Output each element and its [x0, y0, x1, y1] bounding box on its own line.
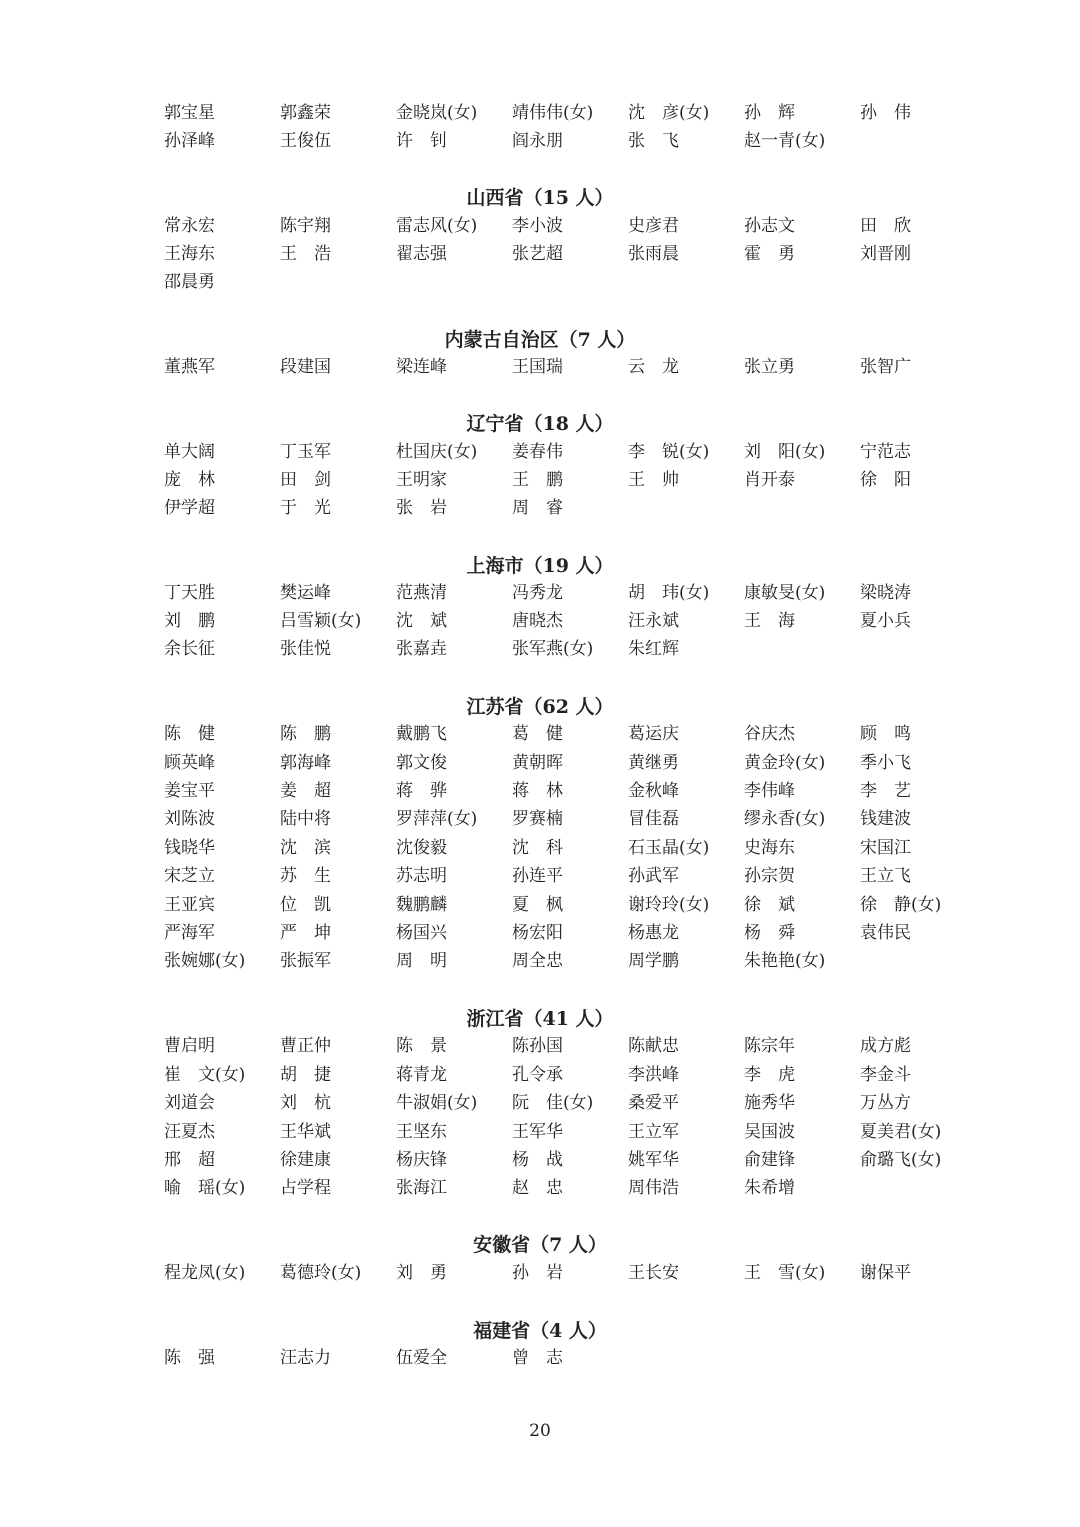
- person-name: 位 凯: [280, 895, 331, 915]
- person-name: 宋芝立: [164, 866, 215, 886]
- person-name: 罗赛楠: [512, 809, 563, 829]
- person-name: 翟志强: [396, 244, 447, 264]
- person-name: 周 明: [396, 951, 447, 971]
- person-name: 雷志风(女): [396, 216, 478, 236]
- person-name: 戴鹏飞: [396, 724, 447, 744]
- person-name: 张佳悦: [280, 639, 331, 659]
- person-name: 陆中将: [280, 809, 331, 829]
- person-name: 刘 勇: [396, 1263, 447, 1283]
- section-heading: 辽宁省（18 人）: [466, 413, 614, 435]
- person-name: 郭宝星: [164, 103, 215, 123]
- person-name: 徐 静(女): [860, 895, 942, 915]
- person-name: 葛 健: [512, 724, 563, 744]
- person-name: 张军燕(女): [512, 639, 594, 659]
- person-name: 顾英峰: [164, 753, 215, 773]
- person-name: 沈 彦(女): [628, 103, 710, 123]
- person-name: 杜国庆(女): [396, 442, 478, 462]
- person-name: 谷庆杰: [744, 724, 795, 744]
- person-name: 孙志文: [744, 216, 795, 236]
- person-name: 沈 科: [512, 838, 563, 858]
- person-name: 孙宗贺: [744, 866, 795, 886]
- person-name: 阎永朋: [512, 131, 563, 151]
- person-name: 王海东: [164, 244, 215, 264]
- person-name: 王华斌: [280, 1122, 331, 1142]
- page-number: 20: [529, 1421, 551, 1441]
- person-name: 王 海: [744, 611, 795, 631]
- person-name: 刘 鹏: [164, 611, 215, 631]
- person-name: 俞建锋: [744, 1150, 795, 1170]
- person-name: 汪志力: [280, 1348, 331, 1368]
- person-name: 王 雪(女): [744, 1263, 826, 1283]
- person-name: 夏 枫: [512, 895, 563, 915]
- person-name: 杨 舜: [744, 923, 795, 943]
- person-name: 宁范志: [860, 442, 911, 462]
- person-name: 钱建波: [860, 809, 911, 829]
- person-name: 苏志明: [396, 866, 447, 886]
- person-name: 孙 辉: [744, 103, 795, 123]
- person-name: 杨宏阳: [512, 923, 563, 943]
- person-name: 王 鹏: [512, 470, 563, 490]
- person-name: 朱艳艳(女): [744, 951, 826, 971]
- person-name: 孔令承: [512, 1065, 563, 1085]
- section-heading: 浙江省（41 人）: [466, 1008, 614, 1030]
- person-name: 金秋峰: [628, 781, 679, 801]
- person-name: 曹正仲: [280, 1036, 331, 1056]
- person-name: 魏鹏麟: [396, 895, 447, 915]
- person-name: 李伟峰: [744, 781, 795, 801]
- person-name: 桑爱平: [628, 1093, 679, 1113]
- person-name: 徐 斌: [744, 895, 795, 915]
- person-name: 李 锐(女): [628, 442, 710, 462]
- person-name: 郭海峰: [280, 753, 331, 773]
- person-name: 赵一青(女): [744, 131, 826, 151]
- person-name: 王 浩: [280, 244, 331, 264]
- person-name: 张立勇: [744, 357, 795, 377]
- person-name: 陈孙国: [512, 1036, 563, 1056]
- person-name: 王亚宾: [164, 895, 215, 915]
- person-name: 史彦君: [628, 216, 679, 236]
- person-name: 夏美君(女): [860, 1122, 942, 1142]
- person-name: 吴国波: [744, 1122, 795, 1142]
- person-name: 陈宇翔: [280, 216, 331, 236]
- person-name: 程龙凤(女): [164, 1263, 246, 1283]
- person-name: 张振军: [280, 951, 331, 971]
- person-name: 王立军: [628, 1122, 679, 1142]
- person-name: 梁晓涛: [860, 583, 911, 603]
- person-name: 董燕军: [164, 357, 215, 377]
- person-name: 黄继勇: [628, 753, 679, 773]
- person-name: 喻 瑶(女): [164, 1178, 246, 1198]
- person-name: 曾 志: [512, 1348, 563, 1368]
- person-name: 胡 玮(女): [628, 583, 710, 603]
- person-name: 冒佳磊: [628, 809, 679, 829]
- person-name: 陈献忠: [628, 1036, 679, 1056]
- person-name: 常永宏: [164, 216, 215, 236]
- person-name: 王明家: [396, 470, 447, 490]
- person-name: 陈 健: [164, 724, 215, 744]
- person-name: 顾 鸣: [860, 724, 911, 744]
- person-name: 樊运峰: [280, 583, 331, 603]
- person-name: 王长安: [628, 1263, 679, 1283]
- person-name: 牛淑娟(女): [396, 1093, 478, 1113]
- person-name: 姜宝平: [164, 781, 215, 801]
- person-name: 占学程: [280, 1178, 331, 1198]
- person-name: 田 欣: [860, 216, 911, 236]
- person-name: 丁玉军: [280, 442, 331, 462]
- person-name: 葛德玲(女): [280, 1263, 362, 1283]
- person-name: 张艺超: [512, 244, 563, 264]
- person-name: 季小飞: [860, 753, 911, 773]
- person-name: 史海东: [744, 838, 795, 858]
- section-heading: 福建省（4 人）: [473, 1320, 607, 1342]
- person-name: 夏小兵: [860, 611, 911, 631]
- person-name: 李金斗: [860, 1065, 911, 1085]
- person-name: 邢 超: [164, 1150, 215, 1170]
- person-name: 吕雪颖(女): [280, 611, 362, 631]
- person-name: 钱晓华: [164, 838, 215, 858]
- person-name: 杨国兴: [396, 923, 447, 943]
- person-name: 蒋 骅: [396, 781, 447, 801]
- person-name: 刘道会: [164, 1093, 215, 1113]
- person-name: 陈宗年: [744, 1036, 795, 1056]
- person-name: 许 钊: [396, 131, 447, 151]
- person-name: 靖伟伟(女): [512, 103, 594, 123]
- person-name: 霍 勇: [744, 244, 795, 264]
- person-name: 张雨晨: [628, 244, 679, 264]
- person-name: 段建国: [280, 357, 331, 377]
- person-name: 苏 生: [280, 866, 331, 886]
- section-heading: 江苏省（62 人）: [466, 696, 614, 718]
- person-name: 王坚东: [396, 1122, 447, 1142]
- person-name: 余长征: [164, 639, 215, 659]
- person-name: 严海军: [164, 923, 215, 943]
- section-heading: 山西省（15 人）: [466, 187, 614, 209]
- person-name: 阮 佳(女): [512, 1093, 594, 1113]
- person-name: 谢保平: [860, 1263, 911, 1283]
- person-name: 姜春伟: [512, 442, 563, 462]
- person-name: 丁天胜: [164, 583, 215, 603]
- person-name: 张海江: [396, 1178, 447, 1198]
- person-name: 孙 伟: [860, 103, 911, 123]
- person-name: 胡 捷: [280, 1065, 331, 1085]
- person-name: 王 帅: [628, 470, 679, 490]
- person-name: 葛运庆: [628, 724, 679, 744]
- person-name: 沈 滨: [280, 838, 331, 858]
- person-name: 袁伟民: [860, 923, 911, 943]
- person-name: 宋国江: [860, 838, 911, 858]
- person-name: 伊学超: [164, 498, 215, 518]
- person-name: 周学鹏: [628, 951, 679, 971]
- person-name: 郭鑫荣: [280, 103, 331, 123]
- person-name: 肖开泰: [744, 470, 795, 490]
- person-name: 王国瑞: [512, 357, 563, 377]
- person-name: 施秀华: [744, 1093, 795, 1113]
- person-name: 朱希增: [744, 1178, 795, 1198]
- person-name: 姜 超: [280, 781, 331, 801]
- person-name: 汪永斌: [628, 611, 679, 631]
- person-name: 庞 林: [164, 470, 215, 490]
- person-name: 朱红辉: [628, 639, 679, 659]
- person-name: 伍爱全: [396, 1348, 447, 1368]
- person-name: 于 光: [280, 498, 331, 518]
- person-name: 沈 斌: [396, 611, 447, 631]
- person-name: 黄朝晖: [512, 753, 563, 773]
- person-name: 姚军华: [628, 1150, 679, 1170]
- person-name: 赵 忠: [512, 1178, 563, 1198]
- section-heading: 上海市（19 人）: [466, 555, 614, 577]
- person-name: 崔 文(女): [164, 1065, 246, 1085]
- person-name: 金晓岚(女): [396, 103, 478, 123]
- person-name: 范燕清: [396, 583, 447, 603]
- person-name: 张智广: [860, 357, 911, 377]
- person-name: 李小波: [512, 216, 563, 236]
- person-name: 孙 岩: [512, 1263, 563, 1283]
- person-name: 缪永香(女): [744, 809, 826, 829]
- person-name: 郭文俊: [396, 753, 447, 773]
- person-name: 俞璐飞(女): [860, 1150, 942, 1170]
- person-name: 罗萍萍(女): [396, 809, 478, 829]
- person-name: 石玉晶(女): [628, 838, 710, 858]
- person-name: 周伟浩: [628, 1178, 679, 1198]
- person-name: 陈 鹏: [280, 724, 331, 744]
- person-name: 刘陈波: [164, 809, 215, 829]
- person-name: 田 剑: [280, 470, 331, 490]
- person-name: 张 飞: [628, 131, 679, 151]
- person-name: 沈俊毅: [396, 838, 447, 858]
- person-name: 冯秀龙: [512, 583, 563, 603]
- person-name: 王军华: [512, 1122, 563, 1142]
- person-name: 单大阔: [164, 442, 215, 462]
- person-name: 孙连平: [512, 866, 563, 886]
- person-name: 康敏旻(女): [744, 583, 826, 603]
- person-name: 张嘉垚: [396, 639, 447, 659]
- person-name: 杨 战: [512, 1150, 563, 1170]
- person-name: 周 睿: [512, 498, 563, 518]
- person-name: 张婉娜(女): [164, 951, 246, 971]
- person-name: 邵晨勇: [164, 272, 215, 292]
- person-name: 孙武军: [628, 866, 679, 886]
- person-name: 唐晓杰: [512, 611, 563, 631]
- person-name: 严 坤: [280, 923, 331, 943]
- person-name: 汪夏杰: [164, 1122, 215, 1142]
- person-name: 李洪峰: [628, 1065, 679, 1085]
- person-name: 刘 杭: [280, 1093, 331, 1113]
- person-name: 杨惠龙: [628, 923, 679, 943]
- person-name: 李 艺: [860, 781, 911, 801]
- person-name: 徐建康: [280, 1150, 331, 1170]
- person-name: 陈 强: [164, 1348, 215, 1368]
- person-name: 蒋青龙: [396, 1065, 447, 1085]
- section-heading: 安徽省（7 人）: [473, 1234, 607, 1256]
- person-name: 周全忠: [512, 951, 563, 971]
- person-name: 谢玲玲(女): [628, 895, 710, 915]
- person-name: 成方彪: [860, 1036, 911, 1056]
- person-name: 黄金玲(女): [744, 753, 826, 773]
- person-name: 李 虎: [744, 1065, 795, 1085]
- person-name: 王俊伍: [280, 131, 331, 151]
- person-name: 杨庆锋: [396, 1150, 447, 1170]
- person-name: 蒋 林: [512, 781, 563, 801]
- section-heading: 内蒙古自治区（7 人）: [444, 329, 636, 351]
- person-name: 云 龙: [628, 357, 679, 377]
- person-name: 孙泽峰: [164, 131, 215, 151]
- person-name: 梁连峰: [396, 357, 447, 377]
- person-name: 曹启明: [164, 1036, 215, 1056]
- person-name: 王立飞: [860, 866, 911, 886]
- person-name: 徐 阳: [860, 470, 911, 490]
- person-name: 张 岩: [396, 498, 447, 518]
- person-name: 刘 阳(女): [744, 442, 826, 462]
- person-name: 万丛方: [860, 1093, 911, 1113]
- person-name: 刘晋刚: [860, 244, 911, 264]
- person-name: 陈 景: [396, 1036, 447, 1056]
